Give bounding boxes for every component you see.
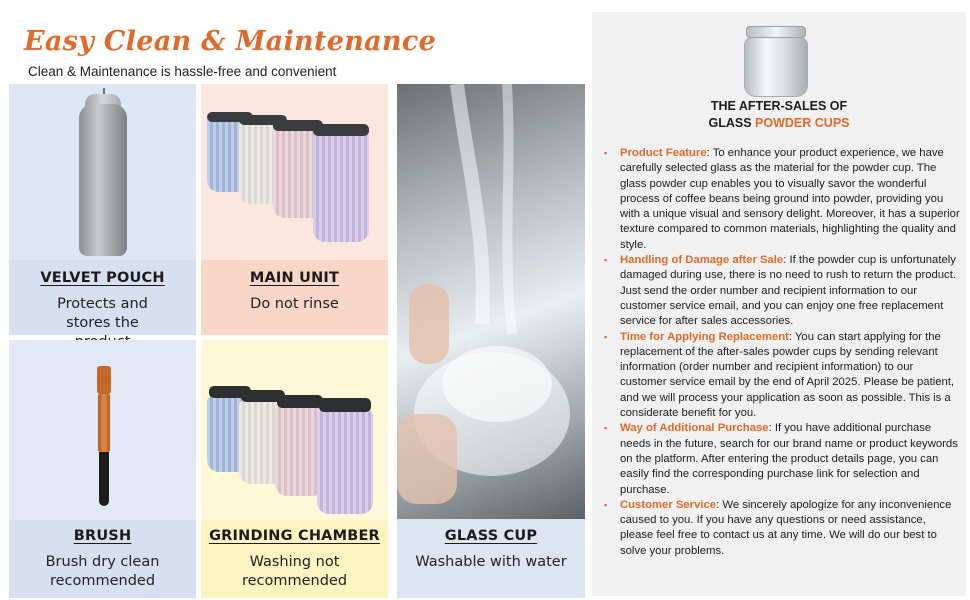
panel-heading-prefix: GLASS — [708, 116, 756, 130]
brush-image — [9, 340, 196, 520]
brush-card — [9, 340, 196, 598]
list-item-text: : If the powder cup is unfortunately damaged during use, there is no need to rush to return the product. Just send the order number and recipient information to our customer service email, and you can enjoy one free replacement service for after sales accessories. — [620, 254, 956, 328]
list-item-text: : To enhance your product experience, we have carefully selected glass as the material for the powder cup. The glass powder cup enables you to visually savor the wonderful process of coffee beans being ground into powder, providing you with a unique visual and sensory delight. Moreover, it has a superior texture compared to common materials, highlighting the quality and style. — [620, 147, 960, 251]
list-item — [602, 498, 960, 559]
list-item — [602, 330, 960, 422]
list-item-key: Time for Applying Replacement — [620, 330, 789, 343]
water-splash-graphic — [397, 84, 585, 519]
list-item-key: Product Feature — [620, 147, 707, 159]
list-item-text: : You can start applying for the replacement of the after-sales powder cups by sending relevant information (order number and recipient information) to our customer service email by the end of April 2025. Please be patient, and we will process your application as soon as possible. This is a considerate benefit for you. — [620, 330, 955, 420]
grinding-chamber-description: Washing not recommended — [241, 554, 348, 589]
list-item-key: Handling of Damage after Sale — [620, 254, 784, 267]
list-item — [602, 253, 960, 329]
list-item-text: : We sincerely apologize for any inconvenience caused to you. If you have any questions or need assistance, please feel free to contact us at any time. We will do our best to solve your problems. — [620, 498, 952, 557]
glass-cup-title: GLASS CUP — [444, 528, 538, 544]
page-title: Easy Clean & Maintenance — [24, 26, 437, 57]
grinding-chamber-card — [201, 340, 388, 598]
list-item-text: : If you have additional purchase needs in the future, search for our brand name or product keywords on the platform. After entering the product details page, you can easily find the corresponding purchase link for selection and purchase. — [620, 422, 958, 496]
main-unit-description: Do not rinse — [250, 296, 339, 312]
after-sales-list — [602, 146, 960, 559]
brush-title: BRUSH — [73, 528, 132, 544]
list-item — [602, 421, 960, 497]
glass-cup-card — [397, 84, 585, 598]
panel-heading — [592, 98, 966, 132]
glass-jar-image — [744, 26, 808, 98]
page-subtitle: Clean & Maintenance is hassle-free and convenient — [28, 64, 337, 79]
main-unit-image — [201, 84, 388, 260]
after-sales-panel — [592, 12, 966, 596]
velvet-pouch-title: VELVET POUCH — [40, 270, 165, 286]
velvet-pouch-description: Protects and stores the — [57, 296, 148, 331]
list-item-key: Way of Additional Purchase — [620, 422, 769, 435]
velvet-pouch-image — [9, 84, 196, 260]
glass-cup-image — [397, 84, 585, 519]
main-unit-title: MAIN UNIT — [249, 270, 340, 286]
panel-heading-line1: THE AFTER-SALES OF — [710, 99, 848, 113]
grinding-chamber-image — [201, 340, 388, 520]
velvet-pouch-card — [9, 84, 196, 335]
list-item-key: Customer Service — [620, 498, 717, 511]
brush-description: Brush dry clean recommended — [45, 554, 160, 589]
glass-cup-description: Washable with water — [415, 554, 567, 570]
grinding-chamber-title: GRINDING CHAMBER — [209, 528, 380, 544]
list-item — [602, 146, 960, 253]
panel-heading-accent: POWDER CUPS — [755, 116, 850, 130]
main-unit-card — [201, 84, 388, 335]
